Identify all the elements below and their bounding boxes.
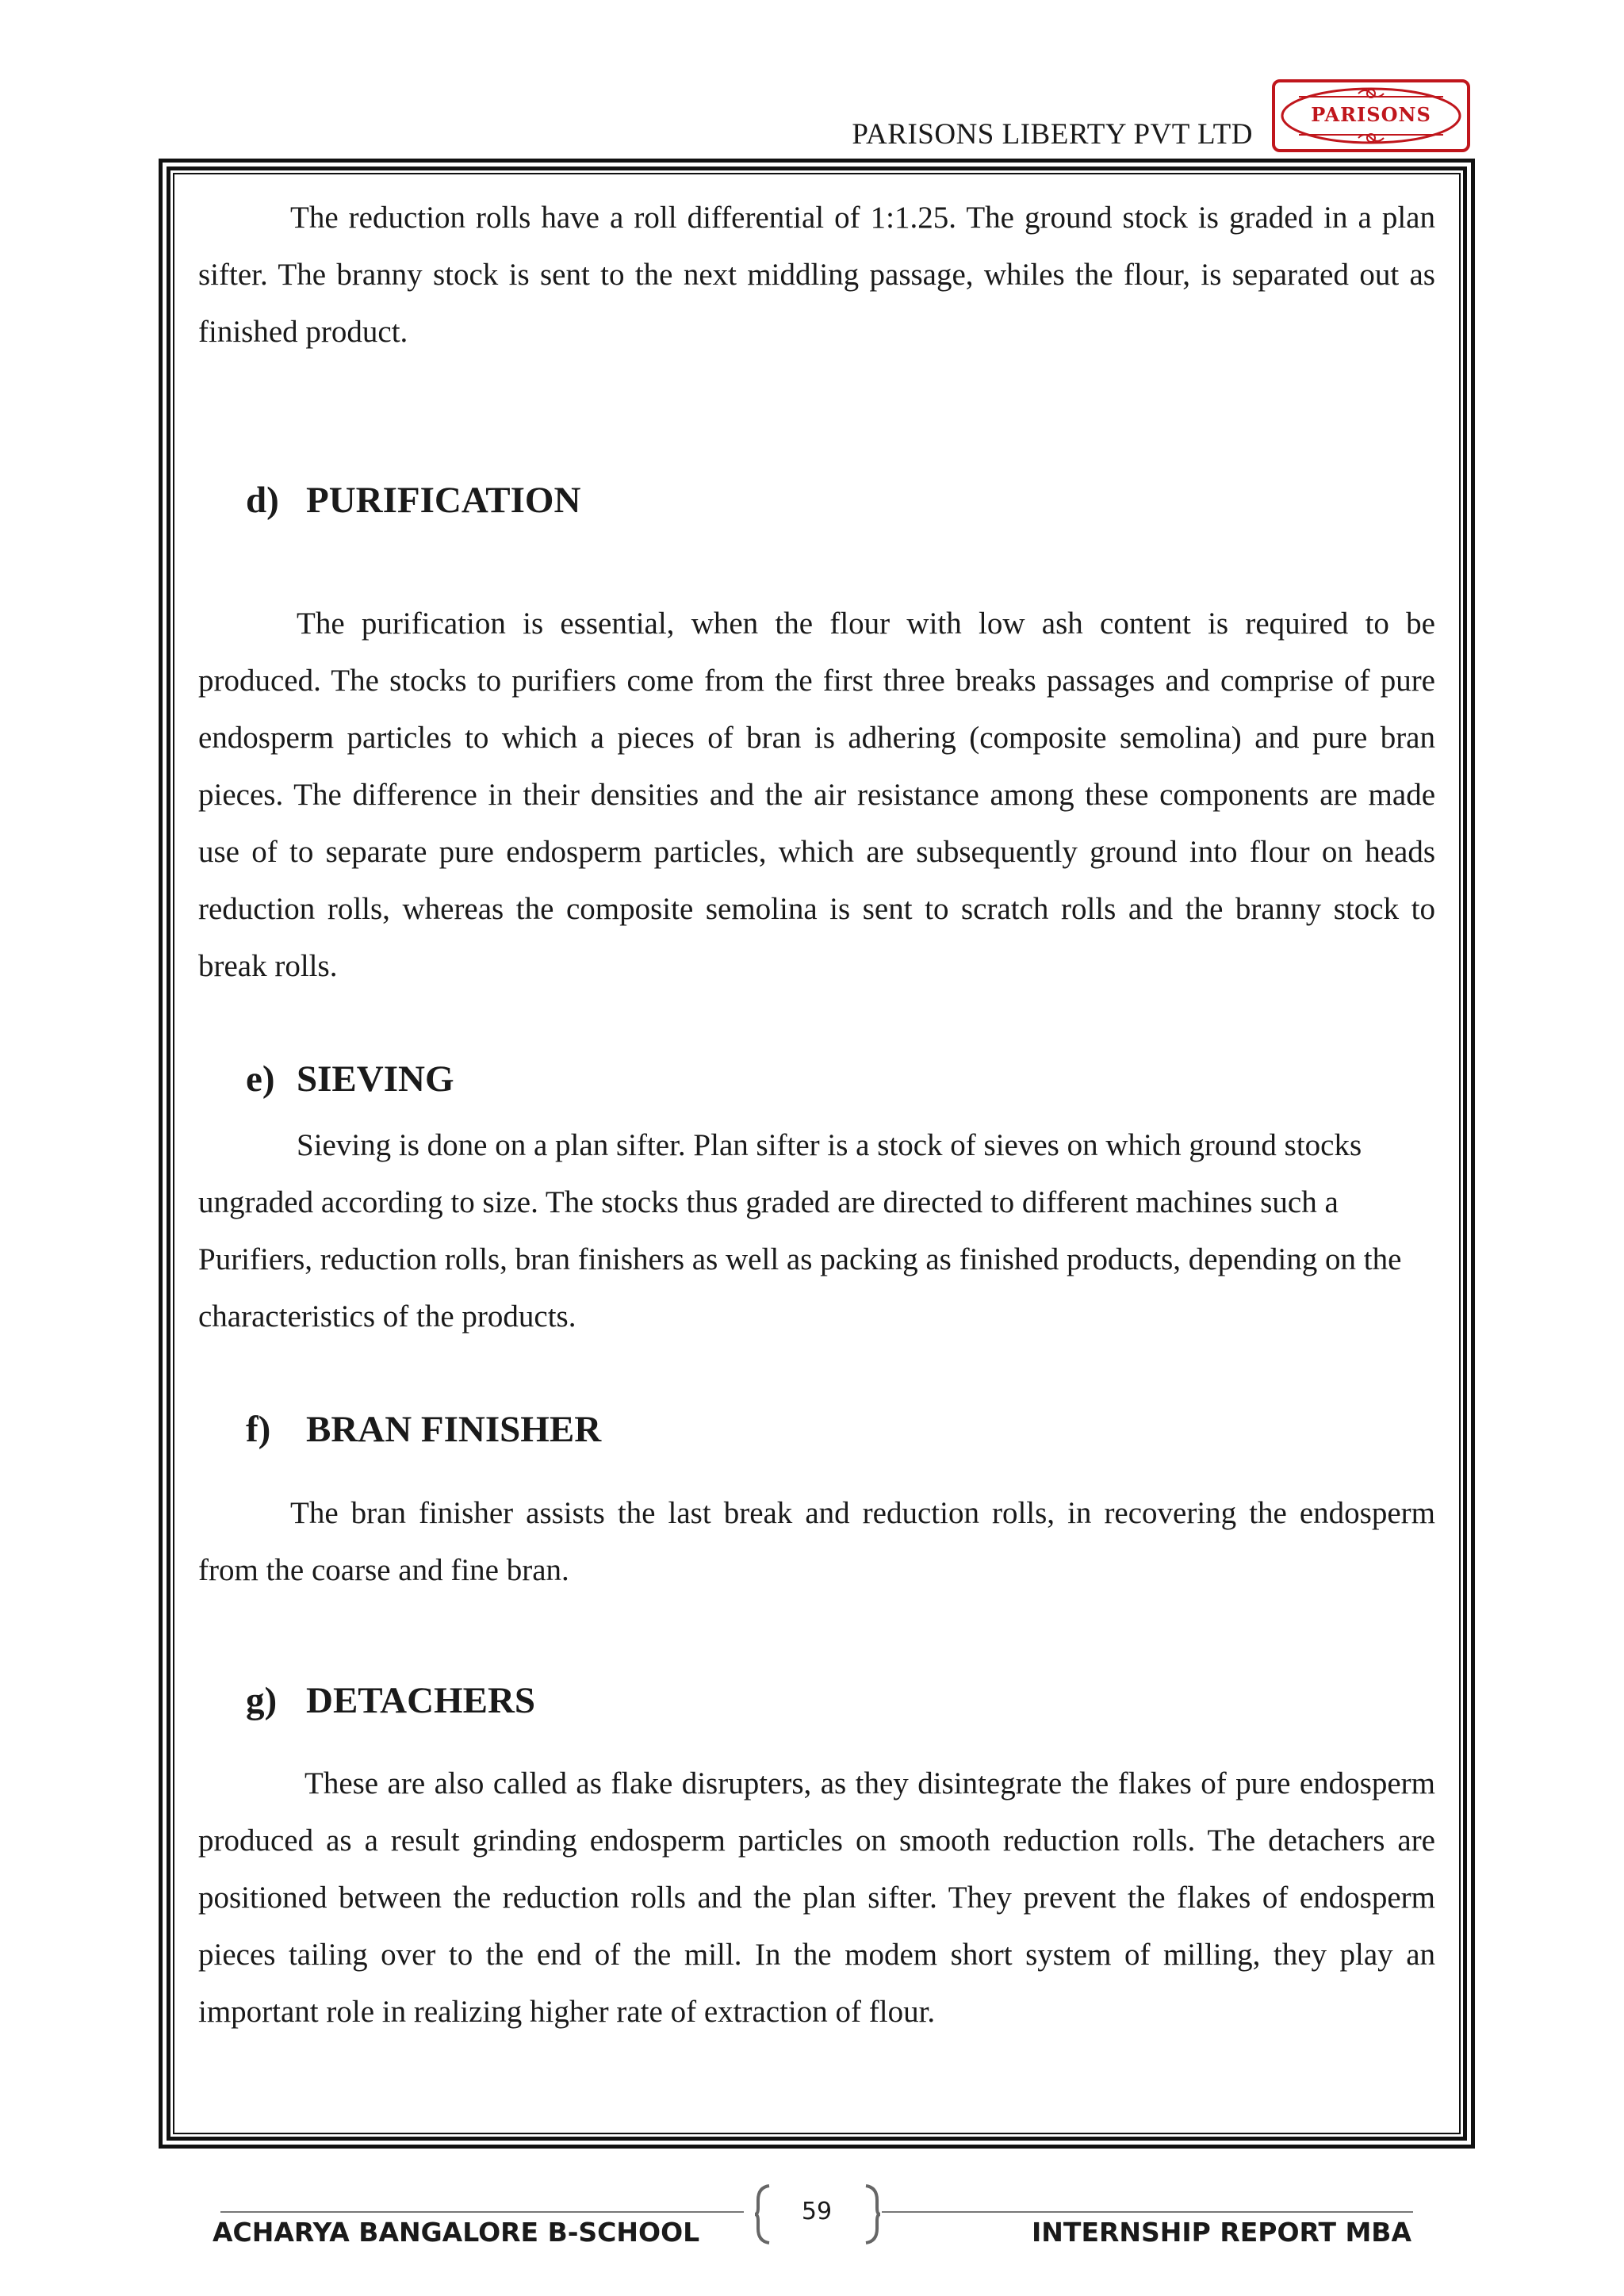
section-label: d) (246, 480, 279, 521)
section-paragraph-sieving: Sieving is done on a plan sifter. Plan sifter is a stock of sieves on which ground stocks ungraded according to size. The stocks thus graded are directed to different machines such a Purifiers, reduction rolls, bran finishers as well as packing as finished products, depending on the characteristics of the products. (198, 1128, 1402, 1334)
section-paragraph-purification: The purification is essential, when the flour with low ash content is required to be produced. The stocks to purifiers come from the first three breaks passages and comprise of pure endosperm particles to which a pieces of bran is adhering (composite semolina) and pure bran pieces. The difference in their densities and the air resistance among these components are made use of to separate pure endosperm particles, which are subsequently ground into flour on heads reduction rolls, whereas the composite semolina is sent to scratch rolls and the branny stock to break rolls. (198, 607, 1435, 983)
right-brace-icon (863, 2184, 882, 2244)
section-heading-purification (246, 479, 580, 522)
section-title: PURIFICATION (306, 480, 581, 521)
page-number: 59 (801, 2198, 833, 2225)
header-company-name: PARISONS LIBERTY PVT LTD (852, 118, 1253, 151)
section-heading-bran-finisher (246, 1408, 601, 1451)
section-paragraph-detachers: These are also called as flake disrupters, as they disintegrate the flakes of pure endosperm produced as a result grinding endosperm particles on smooth reduction rolls. The detachers are positioned between the reduction rolls and the plan sifter. They prevent the flakes of endosperm pieces tailing over to the end of the mill. In the modem short system of milling, they play an important role in realizing higher rate of extraction of flour. (198, 1766, 1435, 2029)
section-title: BRAN FINISHER (306, 1409, 602, 1450)
company-logo (1272, 79, 1470, 152)
section-heading-detachers (246, 1679, 535, 1722)
section-label: g) (246, 1680, 278, 1721)
section-label: f) (246, 1409, 271, 1450)
intro-paragraph: The reduction rolls have a roll differential of 1:1.25. The ground stock is graded in a plan sifter. The branny stock is sent to the next middling passage, whiles the flour, is separated out as finished product. (198, 201, 1435, 349)
section-title: SIEVING (297, 1058, 454, 1100)
section-paragraph-bran-finisher: The bran finisher assists the last break and reduction rolls, in recovering the endosperm from the coarse and fine bran. (198, 1496, 1435, 1587)
section-label: e) (246, 1058, 275, 1100)
section-heading-sieving (246, 1058, 454, 1100)
footer-school-name: ACHARYA BANGALORE B-SCHOOL (213, 2217, 700, 2248)
section-title: DETACHERS (306, 1680, 536, 1721)
footer-rule-right (882, 2211, 1413, 2213)
left-brace-icon (753, 2184, 772, 2244)
logo-text: PARISONS (1311, 103, 1431, 126)
footer-rule-left (220, 2211, 744, 2213)
footer-report-title: INTERNSHIP REPORT MBA (1032, 2217, 1411, 2248)
